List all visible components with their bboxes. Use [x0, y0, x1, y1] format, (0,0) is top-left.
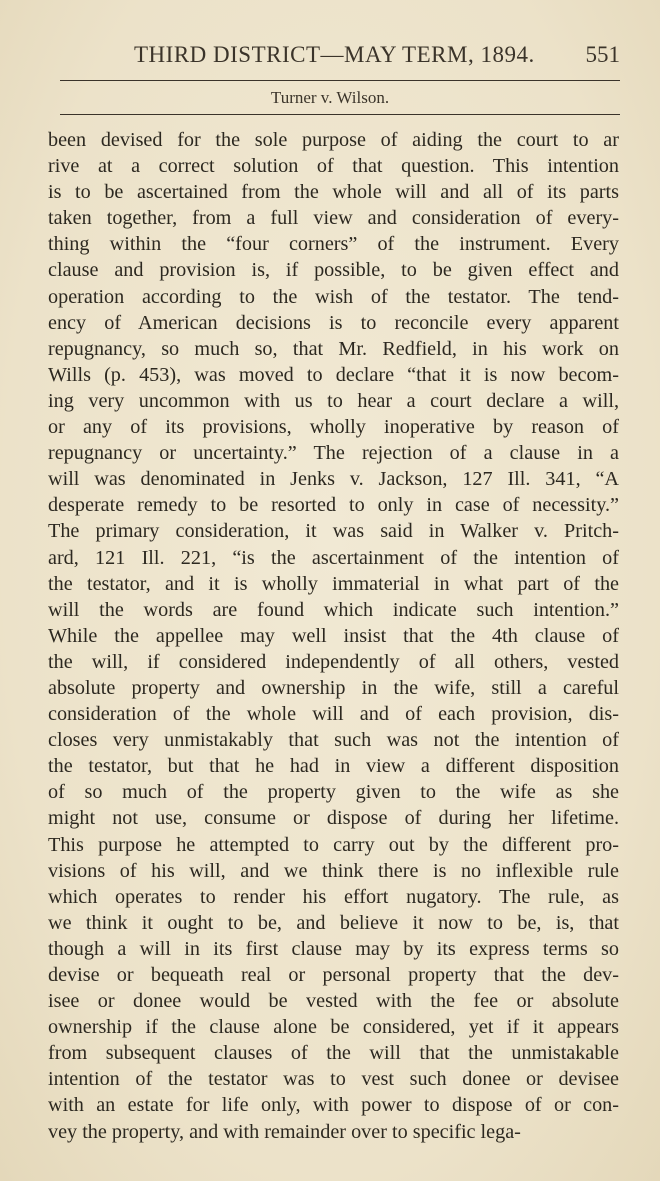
text-line: repugnancy, so much so, that Mr. Redfield, in his work on [48, 337, 619, 360]
text-line: is to be ascertained from the whole will and all of its parts [48, 181, 619, 204]
text-line: the testator, and it is wholly immaterial in what part of the [48, 572, 619, 595]
text-line: isee or donee would be vested with the fee or absolute [48, 990, 619, 1013]
header-rule-bottom [60, 114, 620, 115]
text-line: While the appellee may well insist that the 4th clause of [48, 624, 619, 647]
header-rule-top [60, 80, 620, 81]
text-line: This purpose he attempted to carry out by the different pro- [48, 833, 619, 856]
running-head [48, 40, 620, 76]
text-line: repugnancy or uncertainty.” The rejection of a clause in a [48, 442, 619, 465]
text-line: which operates to render his effort nugatory. The rule, as [48, 885, 619, 908]
case-name: Turner v. Wilson. [270, 88, 390, 107]
text-line: closes very unmistakably that such was not the intention of [48, 729, 619, 752]
text-line: vey the property, and with remainder over to specific lega- [48, 1120, 521, 1143]
text-line: the testator, but that he had in view a different disposition [48, 755, 619, 778]
text-line: clause and provision is, if possible, to be given effect and [48, 259, 619, 282]
text-line: will was denominated in Jenks v. Jackson, 127 Ill. 341, “A [48, 468, 619, 491]
text-line: consideration of the whole will and of each provision, dis- [48, 703, 619, 726]
text-line: ownership if the clause alone be considered, yet if it appears [48, 1016, 619, 1039]
text-line: ency of American decisions is to reconcile every apparent [48, 311, 619, 334]
text-line: might not use, consume or dispose of during her lifetime. [48, 807, 619, 830]
text-line: though a will in its first clause may by its express terms so [48, 937, 619, 960]
text-line: absolute property and ownership in the wife, still a careful [48, 676, 619, 699]
text-line: rive at a correct solution of that question. This intention [48, 155, 619, 178]
text-line: The primary consideration, it was said in Walker v. Pritch- [48, 520, 619, 543]
text-line: visions of his will, and we think there is no inflexible rule [48, 859, 619, 882]
text-line: devise or bequeath real or personal property that the dev- [48, 964, 619, 986]
text-line: Wills (p. 453), was moved to declare “that it is now becom- [48, 363, 619, 386]
text-line: we think it ought to be, and believe it now to be, is, that [48, 911, 619, 934]
text-line: or any of its provisions, wholly inoperative by reason of [48, 416, 619, 439]
text-line: ard, 121 Ill. 221, “is the ascertainment of the intention of [48, 546, 619, 569]
text-line: with an estate for life only, with power to dispose of or con- [48, 1094, 619, 1117]
opinion-text [48, 127, 619, 1145]
page-number: 551 [585, 42, 620, 67]
running-head-title: THIRD DISTRICT—MAY TERM, 1894. [134, 42, 535, 67]
text-line: will the words are found which indicate such intention.” [48, 598, 619, 621]
text-line: operation according to the wish of the testator. The tend- [48, 285, 619, 308]
text-line: desperate remedy to be resorted to only in case of necessity.” [48, 494, 619, 517]
text-line: intention of the testator was to vest such donee or devisee [48, 1068, 619, 1091]
text-line: been devised for the sole purpose of aiding the court to ar [48, 129, 619, 151]
text-line: taken together, from a full view and consideration of every- [48, 207, 619, 230]
text-line: of so much of the property given to the wife as she [48, 781, 619, 804]
text-line: the will, if considered independently of all others, vested [48, 650, 619, 673]
text-line: thing within the “four corners” of the instrument. Every [48, 233, 619, 256]
text-line: from subsequent clauses of the will that the unmistakable [48, 1042, 619, 1065]
text-line: ing very uncommon with us to hear a court declare a will, [48, 389, 619, 412]
